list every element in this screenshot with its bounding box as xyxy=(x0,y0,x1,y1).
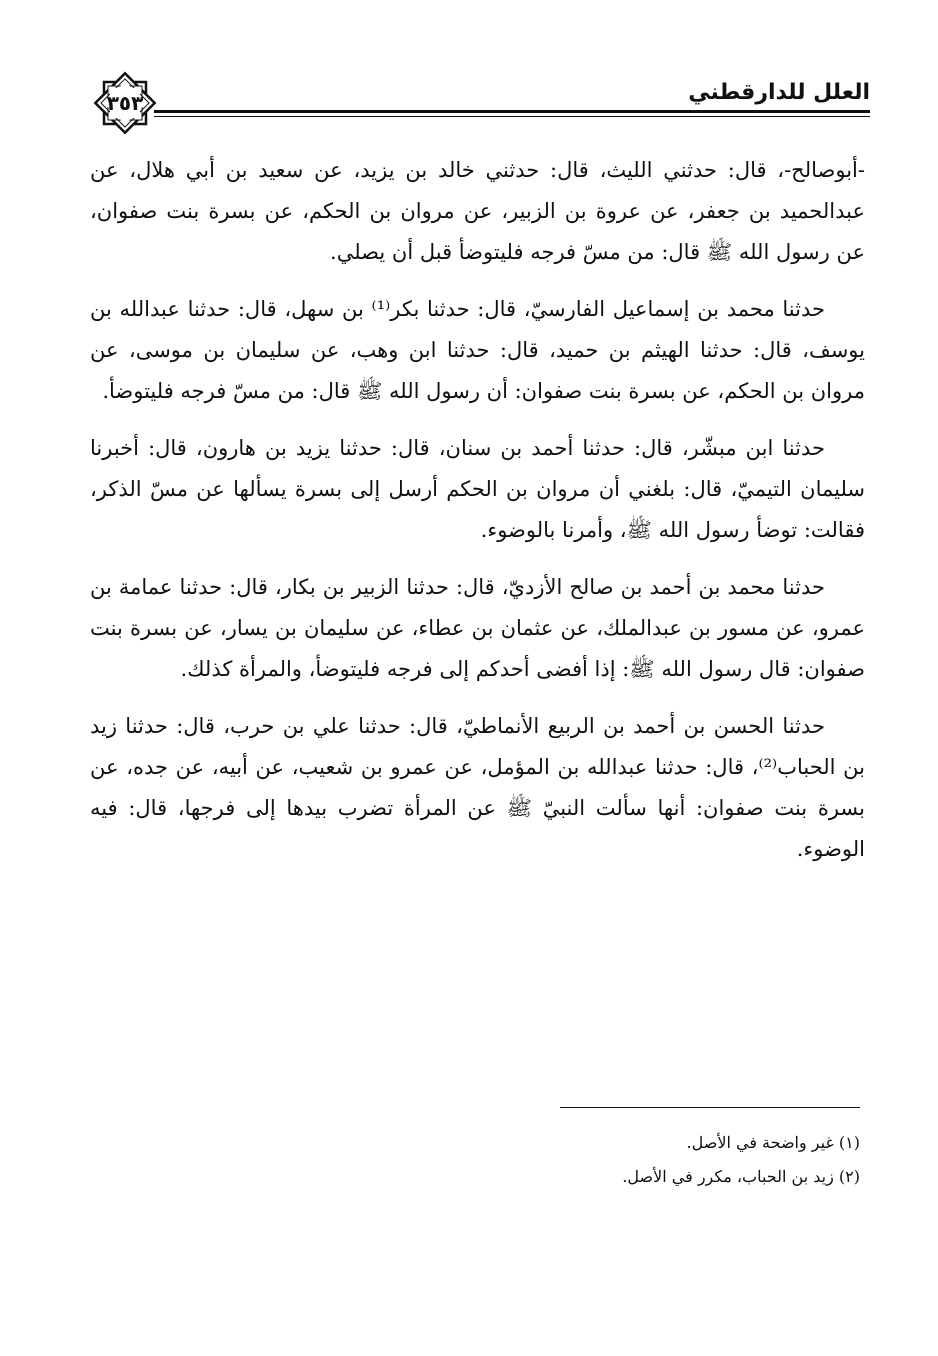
footnote-divider xyxy=(560,1107,860,1108)
footnote: (٢) زيد بن الحباب، مكرر في الأصل. xyxy=(622,1167,860,1186)
paragraph: حدثنا محمد بن إسماعيل الفارسيّ، قال: حدثنا بكر⁽¹⁾ بن سهل، قال: حدثنا عبدالله بن يوسف، قال: حدثنا الهيثم بن حميد، قال: حدثنا ابن وهب، عن سليمان بن موسى، عن مروان بن الحكم، عن بسرة بنت صفوان: أن رسول الله ﷺ قال: من مسّ فرجه فليتوضأ. xyxy=(90,297,865,403)
footnotes xyxy=(80,1126,860,1194)
page-number: ٣٥٣ xyxy=(106,91,144,115)
footnote: (١) غير واضحة في الأصل. xyxy=(686,1133,860,1152)
main-text xyxy=(90,150,865,886)
book-title: العلل للدارقطني xyxy=(688,80,870,105)
paragraph: حدثنا ابن مبشّر، قال: حدثنا أحمد بن سنان، قال: حدثنا يزيد بن هارون، قال: أخبرنا سليمان التيميّ، قال: بلغني أن مروان بن الحكم أرسل إلى بسرة يسألها عن مسّ الذكر، فقالت: توضأ رسول الله ﷺ، وأمرنا بالوضوء. xyxy=(90,436,865,542)
header-rule xyxy=(154,110,870,120)
page-number-badge xyxy=(90,68,160,138)
paragraph: -أبوصالح-، قال: حدثني الليث، قال: حدثني خالد بن يزيد، عن سعيد بن أبي هلال، عن عبدالحميد بن جعفر، عن عروة بن الزبير، عن مروان بن الحكم، عن بسرة بنت صفوان، عن رسول الله ﷺ قال: من مسّ فرجه فليتوضأ قبل أن يصلي. xyxy=(90,158,865,264)
paragraph: حدثنا محمد بن أحمد بن صالح الأزديّ، قال: حدثنا الزبير بن بكار، قال: حدثنا عمامة بن عمرو، عن مسور بن عبدالملك، عن عثمان بن عطاء، عن سليمان بن يسار، عن بسرة بنت صفوان: قال رسول الله ﷺ: إذا أفضى أحدكم إلى فرجه فليتوضأ، والمرأة كذلك. xyxy=(90,575,865,681)
page-header xyxy=(90,66,870,142)
paragraph: حدثنا الحسن بن أحمد بن الربيع الأنماطيّ، قال: حدثنا علي بن حرب، قال: حدثنا زيد بن الحباب⁽²⁾، قال: حدثنا عبدالله بن المؤمل، عن عمرو بن شعيب، عن أبيه، عن جده، عن بسرة بنت صفوان: أنها سألت النبيّ ﷺ عن المرأة تضرب بيدها إلى فرجها، قال: فيه الوضوء. xyxy=(90,714,866,861)
